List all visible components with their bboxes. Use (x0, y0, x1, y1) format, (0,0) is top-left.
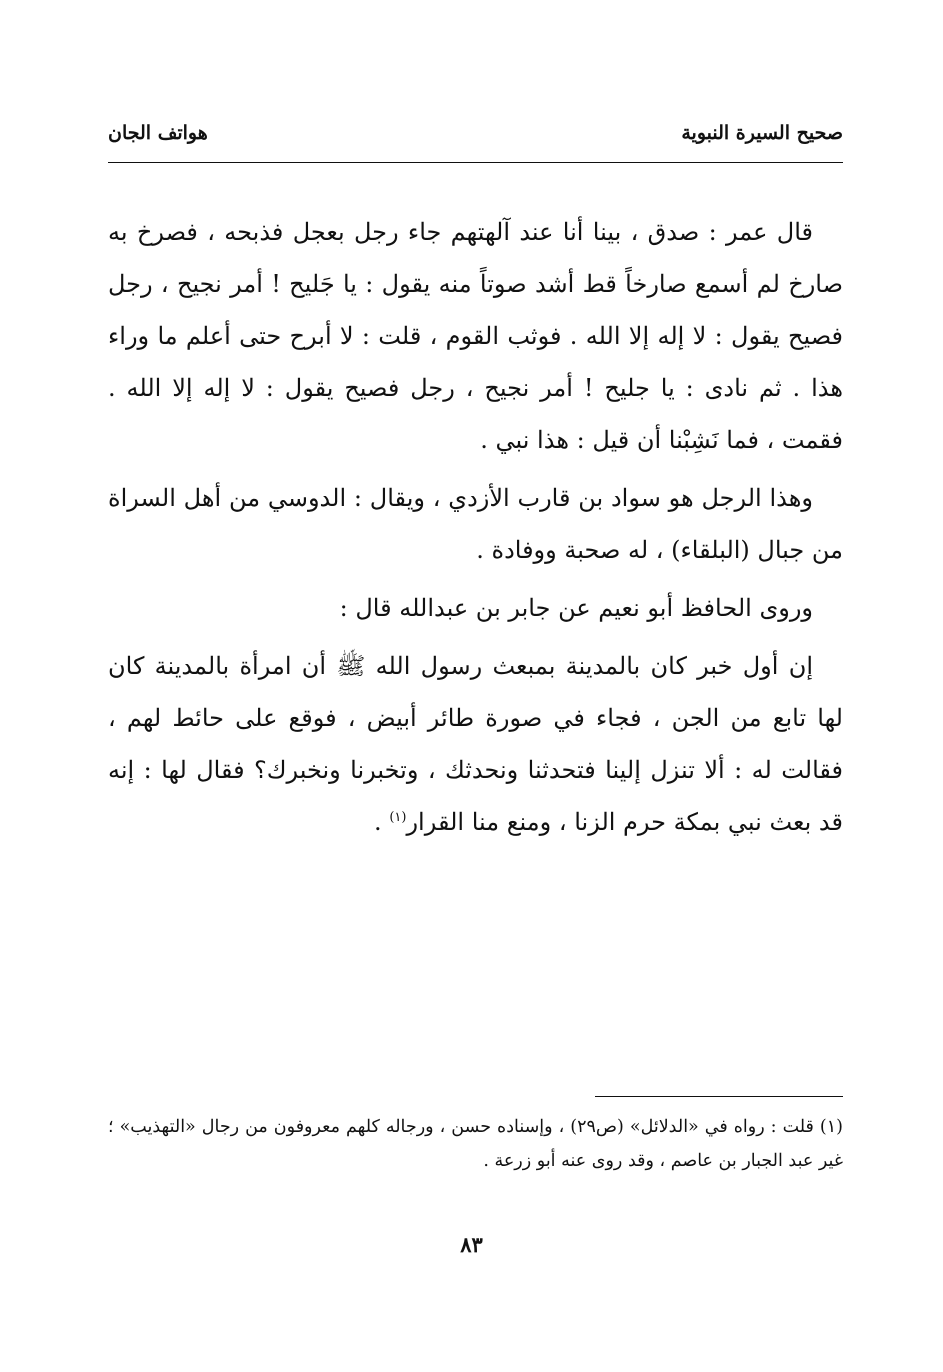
paragraph-text: إن أول خبر كان بالمدينة بمبعث رسول الله ﷺ أن امرأة بالمدينة كان لها تابع من الجن ، فجاء في صورة طائر أبيض ، فوقع على حائط لهم ، فقالت له : ألا تنزل إلينا فتحدثنا ونحدثك ، وتخبرنا ونخبرك؟ فقال لها : إنه قد بعث نبي بمكة حرم الزنا ، ومنع منا القرار (108, 652, 844, 836)
paragraph-tail: . (374, 808, 390, 836)
page-number: ٨٣ (460, 1232, 483, 1257)
footnote-divider (595, 1096, 843, 1097)
footnote: (١) قلت : رواه في «الدلائل» (ص٢٩) ، وإسناده حسن ، ورجاله كلهم معروفون من رجال «التهذيب» ؛ غير عبد الجبار بن عاصم ، وقد روى عنه أبو زرعة . (108, 1117, 843, 1171)
running-header (108, 122, 843, 163)
book-title: صحيح السيرة النبوية (681, 122, 843, 144)
paragraph: قال عمر : صدق ، بينا أنا عند آلهتهم جاء رجل بعجل فذبحه ، فصرخ به صارخ لم أسمع صارخاً قط أشد صوتاً منه يقول : يا جَليح ! أمر نجيح ، رجل فصيح يقول : لا إله إلا الله . فوثب القوم ، قلت : لا أبرح حتى أعلم ما وراء هذا . ثم نادى : يا جليح ! أمر نجيح ، رجل فصيح يقول : لا إله إلا الله . فقمت ، فما نَشِبْنا أن قيل : هذا نبي . (108, 218, 843, 454)
footnote-marker[interactable]: (١) (389, 810, 407, 825)
main-text (108, 206, 843, 854)
paragraph: وهذا الرجل هو سواد بن قارب الأزدي ، ويقال : الدوسي من أهل السراة من جبال (البلقاء) ، له صحبة ووفادة . (108, 484, 843, 564)
paragraph: وروى الحافظ أبو نعيم عن جابر بن عبدالله قال : (339, 594, 813, 622)
paragraph-with-footnote (108, 640, 843, 848)
chapter-title: هواتف الجان (108, 122, 208, 144)
